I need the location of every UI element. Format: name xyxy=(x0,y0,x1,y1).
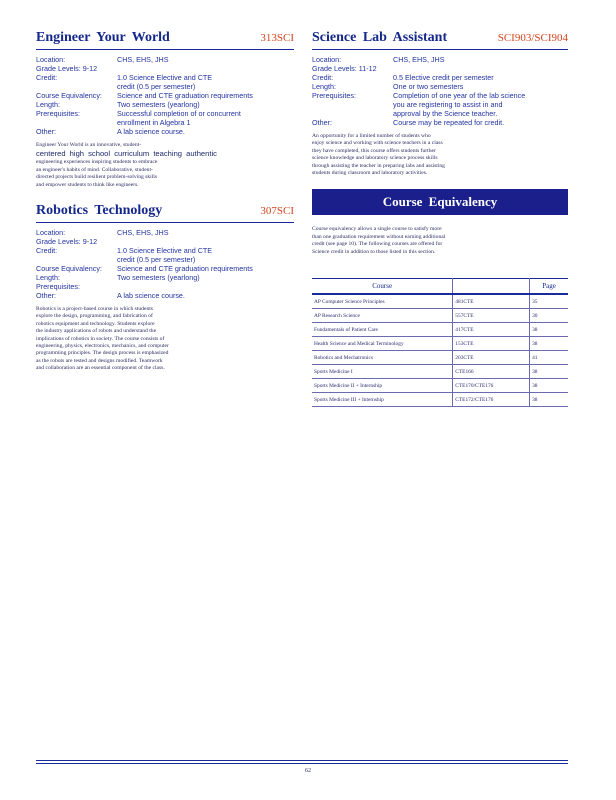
cell-course: Health Science and Medical Terminology xyxy=(312,337,453,351)
info-row xyxy=(36,228,294,237)
table-row xyxy=(312,365,568,379)
course-description xyxy=(36,142,294,189)
info-value: Two semesters (yearlong) xyxy=(117,273,200,283)
info-row xyxy=(312,82,568,91)
description-line: students during classroom and laboratory activities. xyxy=(312,170,428,177)
column-header-course: Course xyxy=(312,279,453,295)
cell-code: 203CTE xyxy=(453,351,530,365)
info-row xyxy=(36,264,294,273)
info-label: Course Equivalency: xyxy=(36,91,102,100)
info-label xyxy=(312,100,393,109)
description-line: Science credit in addition to those listed in this section. xyxy=(312,248,436,255)
description-line: robotics equipment and technology. Students explore xyxy=(36,320,155,327)
info-value: 0.5 Elective credit per semester xyxy=(393,73,494,82)
course-code: 313SCI xyxy=(260,32,294,44)
info-label: Grade Levels: 9-12 xyxy=(36,64,98,73)
cell-page: 38 xyxy=(530,379,568,393)
info-label: Length: xyxy=(36,273,60,283)
info-value xyxy=(117,282,294,291)
cell-course: AP Research Science xyxy=(312,309,453,323)
description-line: the industry applications of robots and understand the xyxy=(36,328,157,335)
info-row xyxy=(312,64,568,73)
description-line: programming principles. The design process is emphasized xyxy=(36,350,169,357)
info-row xyxy=(36,273,294,282)
info-row xyxy=(312,100,568,109)
info-row xyxy=(36,73,294,82)
info-label: Length: xyxy=(36,100,60,109)
cell-page: 41 xyxy=(530,351,568,365)
info-row xyxy=(36,109,294,118)
left-column xyxy=(36,30,294,373)
cell-code: CTE166 xyxy=(453,365,530,379)
info-value: credit (0.5 per semester) xyxy=(117,255,196,265)
course-engineer-your-world xyxy=(36,30,294,189)
info-value: One or two semesters xyxy=(393,82,464,91)
info-label: Prerequisites: xyxy=(36,282,80,292)
cell-course: Sports Medicine II + Internship xyxy=(312,379,453,393)
info-value: A lab science course. xyxy=(117,291,185,301)
info-label: Location: xyxy=(312,55,342,64)
table-row xyxy=(312,337,568,351)
info-value xyxy=(117,64,294,73)
table-row xyxy=(312,351,568,365)
course-code: SCI903/SCI904 xyxy=(497,32,568,44)
description-line: explore the design, programming, and fabrication of xyxy=(36,313,153,320)
info-value: Science and CTE graduation requirements xyxy=(117,264,253,274)
info-value: 1.0 Science Elective and CTE xyxy=(117,73,213,82)
description-line: engineering, physics, electronics, mechanics, and computer xyxy=(36,343,169,350)
course-science-lab-assistant xyxy=(312,30,568,177)
description-line: and collaboration are an essential component of the class. xyxy=(36,365,165,372)
course-code: 307SCI xyxy=(260,205,294,218)
info-label xyxy=(36,118,117,127)
info-row xyxy=(36,127,294,136)
course-header xyxy=(36,203,294,223)
course-robotics-technology xyxy=(36,203,294,373)
course-header xyxy=(36,30,294,50)
table-header-row xyxy=(312,279,568,295)
course-equivalency-table xyxy=(312,278,568,407)
description-line: Robotics is a project-based course in which students xyxy=(36,306,153,313)
info-row xyxy=(36,118,294,127)
course-equivalency-section xyxy=(312,189,568,407)
cell-code: CTE172/CTE176 xyxy=(453,393,530,407)
course-title: Engineer Your World xyxy=(36,30,170,45)
table-row xyxy=(312,379,568,393)
description-line: engineering experiences inspiring students to embrace xyxy=(36,159,158,166)
info-label: Length: xyxy=(312,82,336,91)
info-value xyxy=(117,237,294,246)
right-column xyxy=(312,30,568,407)
info-value: CHS, EHS, JHS xyxy=(393,55,445,64)
table-row xyxy=(312,309,568,323)
table-row xyxy=(312,393,568,407)
description-line: centered high school curriculum teaching authentic xyxy=(36,149,217,159)
course-info xyxy=(312,55,568,127)
info-value: Successful completion of or concurrent xyxy=(117,109,241,118)
info-label xyxy=(36,82,117,91)
cell-course: Sports Medicine III + Internship xyxy=(312,393,453,407)
info-label xyxy=(312,109,393,118)
info-label: Prerequisites: xyxy=(36,109,80,118)
footer-divider xyxy=(36,760,568,764)
course-title: Robotics Technology xyxy=(36,203,163,219)
info-row xyxy=(312,118,568,127)
course-title: Science Lab Assistant xyxy=(312,30,448,45)
info-label: Other: xyxy=(36,291,56,301)
info-label: Location: xyxy=(36,55,66,64)
info-label: Grade Levels: 9-12 xyxy=(36,237,98,247)
description-line: implications of robotics in society. The course consists of xyxy=(36,335,165,342)
info-label: Other: xyxy=(36,127,56,136)
cell-code: 417CTE xyxy=(453,323,530,337)
info-label: Location: xyxy=(36,228,66,238)
cell-code: 557CTE xyxy=(453,309,530,323)
info-value: A lab science course. xyxy=(117,127,185,136)
cell-code: CTE170/CTE176 xyxy=(453,379,530,393)
info-value: Course may be repeated for credit. xyxy=(393,118,505,127)
course-info xyxy=(36,228,294,300)
cell-course: Sports Medicine I xyxy=(312,365,453,379)
description-line: and empower students to think like engineers. xyxy=(36,181,139,188)
description-line: than one graduation requirement without earning additional xyxy=(312,233,446,240)
info-row xyxy=(36,237,294,246)
info-row xyxy=(36,291,294,300)
description-line: enjoy science and working with science teachers in a class xyxy=(312,140,443,147)
course-equivalency-banner: Course Equivalency xyxy=(312,189,568,215)
info-value: you are registering to assist in and xyxy=(393,100,503,109)
description-line: they have completed, this course offers students further xyxy=(312,147,436,154)
info-row xyxy=(36,282,294,291)
cell-page: 35 xyxy=(530,294,568,309)
description-line: an engineer's habits of mind. Collaborative, student- xyxy=(36,166,153,173)
description-line: Course equivalency allows a single course to satisfy more xyxy=(312,226,442,233)
description-line: An opportunity for a limited number of students who xyxy=(312,133,431,139)
cell-page: 38 xyxy=(530,323,568,337)
info-row xyxy=(36,64,294,73)
info-value: CHS, EHS, JHS xyxy=(117,228,169,238)
cell-course: AP Computer Science Principles xyxy=(312,294,453,309)
course-header xyxy=(312,30,568,50)
info-value: approval by the Science teacher. xyxy=(393,109,498,118)
info-label: Prerequisites: xyxy=(312,91,356,100)
info-row xyxy=(312,109,568,118)
cell-page: 38 xyxy=(530,393,568,407)
info-row xyxy=(36,82,294,91)
column-header-code xyxy=(453,279,530,295)
course-info xyxy=(36,55,294,136)
cell-page: 38 xyxy=(530,337,568,351)
cell-course: Fundamentals of Patient Care xyxy=(312,323,453,337)
info-label: Credit: xyxy=(312,73,334,82)
course-description xyxy=(36,306,294,373)
info-value: Completion of one year of the lab science xyxy=(393,91,526,100)
info-value: CHS, EHS, JHS xyxy=(117,55,169,64)
info-value: credit (0.5 per semester) xyxy=(117,82,196,91)
info-value: Two semesters (yearlong) xyxy=(117,100,200,109)
info-label: Grade Levels: 11-12 xyxy=(312,64,377,73)
info-label: Credit: xyxy=(36,246,58,256)
course-equivalency-intro xyxy=(312,226,568,256)
description-line: directed projects build resilient problem-solving skills xyxy=(36,174,158,181)
cell-code: 481CTE xyxy=(453,294,530,309)
info-row xyxy=(36,55,294,64)
info-label xyxy=(36,255,117,264)
info-row xyxy=(312,91,568,100)
column-header-page: Page xyxy=(530,279,568,295)
info-value: Science and CTE graduation requirements xyxy=(117,91,253,100)
info-row xyxy=(36,91,294,100)
info-row xyxy=(312,55,568,64)
cell-course: Robotics and Mechatronics xyxy=(312,351,453,365)
info-label: Course Equivalency: xyxy=(36,264,102,274)
info-row xyxy=(36,100,294,109)
table-row xyxy=(312,323,568,337)
description-line: science knowledge and laboratory science process skills xyxy=(312,155,438,162)
table-row xyxy=(312,294,568,309)
info-value: enrollment in Algebra 1 xyxy=(117,118,191,127)
info-row xyxy=(312,73,568,82)
cell-code: 153CTE xyxy=(453,337,530,351)
description-line: Engineer Your World is an innovative, student- xyxy=(36,142,142,148)
course-description xyxy=(312,133,568,177)
info-label: Credit: xyxy=(36,73,58,82)
info-value: 1.0 Science Elective and CTE xyxy=(117,246,213,256)
page-number: 62 xyxy=(305,768,311,774)
info-value xyxy=(393,64,568,73)
info-row xyxy=(36,255,294,264)
info-row xyxy=(36,246,294,255)
description-line: credit (see page 10). The following courses are offered for xyxy=(312,241,443,248)
info-label: Other: xyxy=(312,118,332,127)
description-line: through assisting the teacher in preparing labs and assisting xyxy=(312,162,445,169)
cell-page: 38 xyxy=(530,365,568,379)
cell-page: 30 xyxy=(530,309,568,323)
description-line: as the robots are tested and designs modified. Teamwork xyxy=(36,357,163,364)
